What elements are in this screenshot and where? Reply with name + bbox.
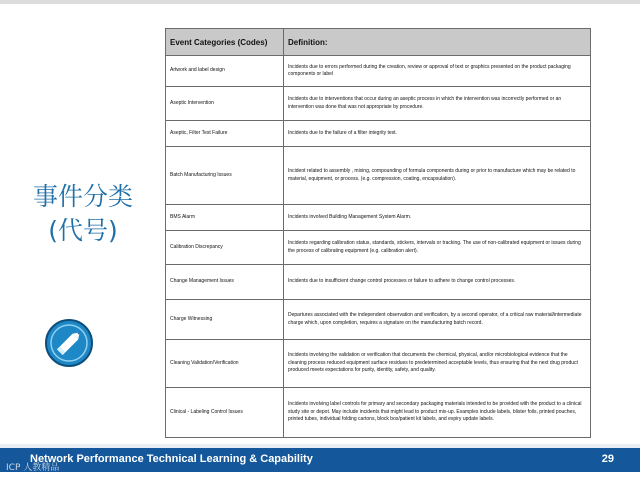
definition-cell: Incident related to assembly , mixing, compounding of formula components during or prior to manufacture which may be related to material, equipment, or process. (e.g. compression, coating, encapsulation).: [284, 147, 591, 205]
table-header-row: [166, 29, 591, 56]
table-row: [166, 121, 591, 147]
definition-cell: Departures associated with the independent observation and verification, by a second operator, of a critical raw material/intermediate charge which, upon completion, requires a signature on the manufacturing batch record.: [284, 300, 591, 340]
header-definition: Definition:: [284, 29, 591, 56]
pencil-edit-icon: [44, 318, 94, 368]
definition-cell: Incidents involving the validation or verification that documents the chemical, physical, and/or microbiological evidence that the cleaning process reduced equipment surface residues to predetermined acceptable levels, thus ensuring that the next drug product produced meets expectations for purity, identity, safety, and quality.: [284, 340, 591, 388]
event-category-table: [165, 28, 591, 438]
definition-cell: Incidents involved Building Management System Alarm.: [284, 205, 591, 231]
definition-cell: Incidents regarding calibration status, standards, stickers, intervals or tracking. The use of non-calibrated equipment or issues during the process of calibrating equipment (e.g. calibration alert).: [284, 231, 591, 265]
table-row: [166, 388, 591, 438]
definition-cell: Incidents involving label controls for primary and secondary packaging materials intended to be provided with the product to a clinical study site or depot. May include incidents that might lead to product mix-up. Examples include labels, blister foils, printed pouches, printed tubes, individual folding cartons, block box/patient kit labels, and expiry update labels.: [284, 388, 591, 438]
slide-title-line-2: (代号): [48, 216, 118, 245]
footer-title: Network Performance Technical Learning & Capability: [30, 453, 313, 465]
table-row: [166, 56, 591, 87]
category-cell: Aseptic Intervention: [166, 87, 284, 121]
page-number: 29: [601, 453, 614, 465]
table-row: [166, 265, 591, 300]
category-cell: Clinical - Labeling Control Issues: [166, 388, 284, 438]
category-cell: Cleaning Validation/Verification: [166, 340, 284, 388]
category-cell: Calibration Discrepancy: [166, 231, 284, 265]
category-cell: Change Management Issues: [166, 265, 284, 300]
table-row: [166, 147, 591, 205]
category-cell: Artwork and label design: [166, 56, 284, 87]
category-cell: Charge Witnessing: [166, 300, 284, 340]
definition-cell: Incidents due to interventions that occur during an aseptic process in which the intervention was incorrectly performed or an intervention was done that was not appropriate by procedure.: [284, 87, 591, 121]
table-row: [166, 231, 591, 265]
table-row: [166, 340, 591, 388]
top-rule: [0, 0, 640, 4]
category-cell: Batch Manufacturing Issues: [166, 147, 284, 205]
watermark: ICP 人教精品: [6, 463, 60, 473]
slide-title-line-1: 事件分类: [32, 182, 133, 211]
category-cell: Aseptic, Filter Test Failure: [166, 121, 284, 147]
header-event-categories: Event Categories (Codes): [166, 29, 284, 56]
table-row: [166, 300, 591, 340]
category-cell: BMS Alarm: [166, 205, 284, 231]
table-row: [166, 87, 591, 121]
definition-cell: Incidents due to insufficient change control processes or failure to adhere to change control processes.: [284, 265, 591, 300]
slide-title: [18, 180, 148, 248]
definition-cell: Incidents due to errors performed during the creation, review or approval of text or graphics presented on the product packaging components or label: [284, 56, 591, 87]
table-row: [166, 205, 591, 231]
definition-cell: Incidents due to the failure of a filter integrity test.: [284, 121, 591, 147]
